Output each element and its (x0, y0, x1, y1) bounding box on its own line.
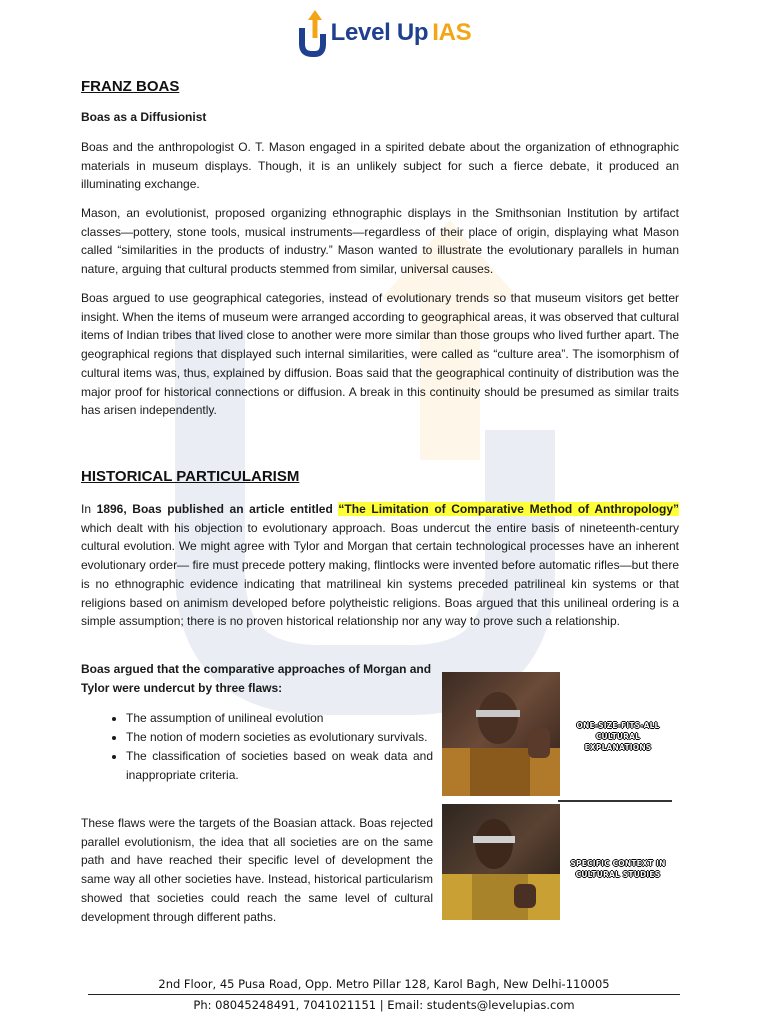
list-item: • The assumption of unilineal evolution (126, 709, 433, 728)
meme-caption-bottom: SPECIFIC CONTEXT IN CULTURAL STUDIES (570, 859, 666, 879)
footer-contact: Ph: 08045248491, 7041021151 | Email: students@levelupias.com (193, 998, 575, 1012)
flaws-intro: Boas argued that the comparative approaches of Morgan and Tylor were undercut by three flaws: (81, 662, 432, 695)
logo-arrow-icon (297, 8, 327, 58)
paragraph-closing: These flaws were the targets of the Boasian attack. Boas rejected parallel evolutionism, the idea that all societies are on the same path and have reached their specific level of development the same way all other societies have. Instead, historical particularism showed that societies could reach the same level of cultural development through different paths. (81, 816, 433, 924)
meme-photo-rejecting (442, 672, 560, 796)
meme-caption-top: ONE-SIZE-FITS-ALL CULTURAL EXPLANATIONS (576, 721, 660, 752)
footer-address: 2nd Floor, 45 Pusa Road, Opp. Metro Pillar 128, Karol Bagh, New Delhi-110005 (158, 977, 610, 991)
meme-panel-top (442, 672, 672, 796)
paragraph-intro: In 1896, Boas published an article entitled “The Limitation of Comparative Method of Anthropology” which dealt with his objection to evolutionary approach. Boas undercut the entire basis of nineteenth-century cultural evolution. We might agree with Tylor and Morgan that certain technological processes have an inherent evolutionary order— fire must precede pottery making, flintlocks were invented before automatic rifles—but there is no ethnographic evidence indicating that matrilineal kin systems preceded patrilineal kin systems or that religions based on animism developed before polytheistic religions. Boas argued that this unilineal ordering is a simple assumption; there is no proven historical relationship nor any way to prove such a relationship. (81, 502, 680, 629)
meme-divider (558, 800, 672, 802)
meme-photo-approving (442, 804, 560, 920)
flaws-list (81, 709, 433, 785)
meme-panel-bottom (442, 804, 672, 920)
brand-logo (0, 4, 768, 62)
paragraph: Mason, an evolutionist, proposed organizing ethnographic displays in the Smithsonian Institution by artifact classes—pottery, stone tools, musical instruments—regardless of their place of origin, displaying what Mason called “similarities in the products of industry.” Mason wanted to illustrate the evolutionary parallels in human nature, arguing that cultural products stemmed from similar, universal causes. (81, 206, 679, 277)
flaws-block (81, 660, 433, 785)
paragraph: Boas and the anthropologist O. T. Mason engaged in a spirited debate about the organization of ethnographic materials in museum displays. Though, it is an unlikely subject for such a fierce debate, it produced an illuminating exchange. (81, 140, 679, 192)
meme-image (442, 672, 672, 920)
brand-name: Level Up IAS (330, 19, 472, 46)
list-item: • The notion of modern societies as evolutionary survivals. (126, 728, 433, 747)
list-item: • The classification of societies based on weak data and inappropriate criteria. (126, 747, 433, 785)
paragraph: Boas argued to use geographical categories, instead of evolutionary trends so that museum visitors get better insight. When the items of museum were arranged according to geographical areas, it was observed that cultural items of Indian tribes that lived close to another were more similar than those groups who lived further apart. The geographical regions that displayed such internal similarities, were called as “culture area”. The isomorphism of cultural items was, thus, explained by diffusion. Boas said that the geographical continuity of distribution was the major proof for historical connections or diffusion. A break in this continuity should be presumed as similar traits has arisen independently. (81, 291, 679, 418)
highlighted-title: “The Limitation of Comparative Method of Anthropology” (338, 502, 680, 516)
section-heading-franz-boas: FRANZ BOAS (81, 78, 180, 95)
section-heading-historical-particularism: HISTORICAL PARTICULARISM (81, 468, 300, 485)
footer-divider (88, 994, 680, 995)
page-footer (0, 976, 768, 1013)
subheading-diffusionist: Boas as a Diffusionist (81, 110, 207, 124)
